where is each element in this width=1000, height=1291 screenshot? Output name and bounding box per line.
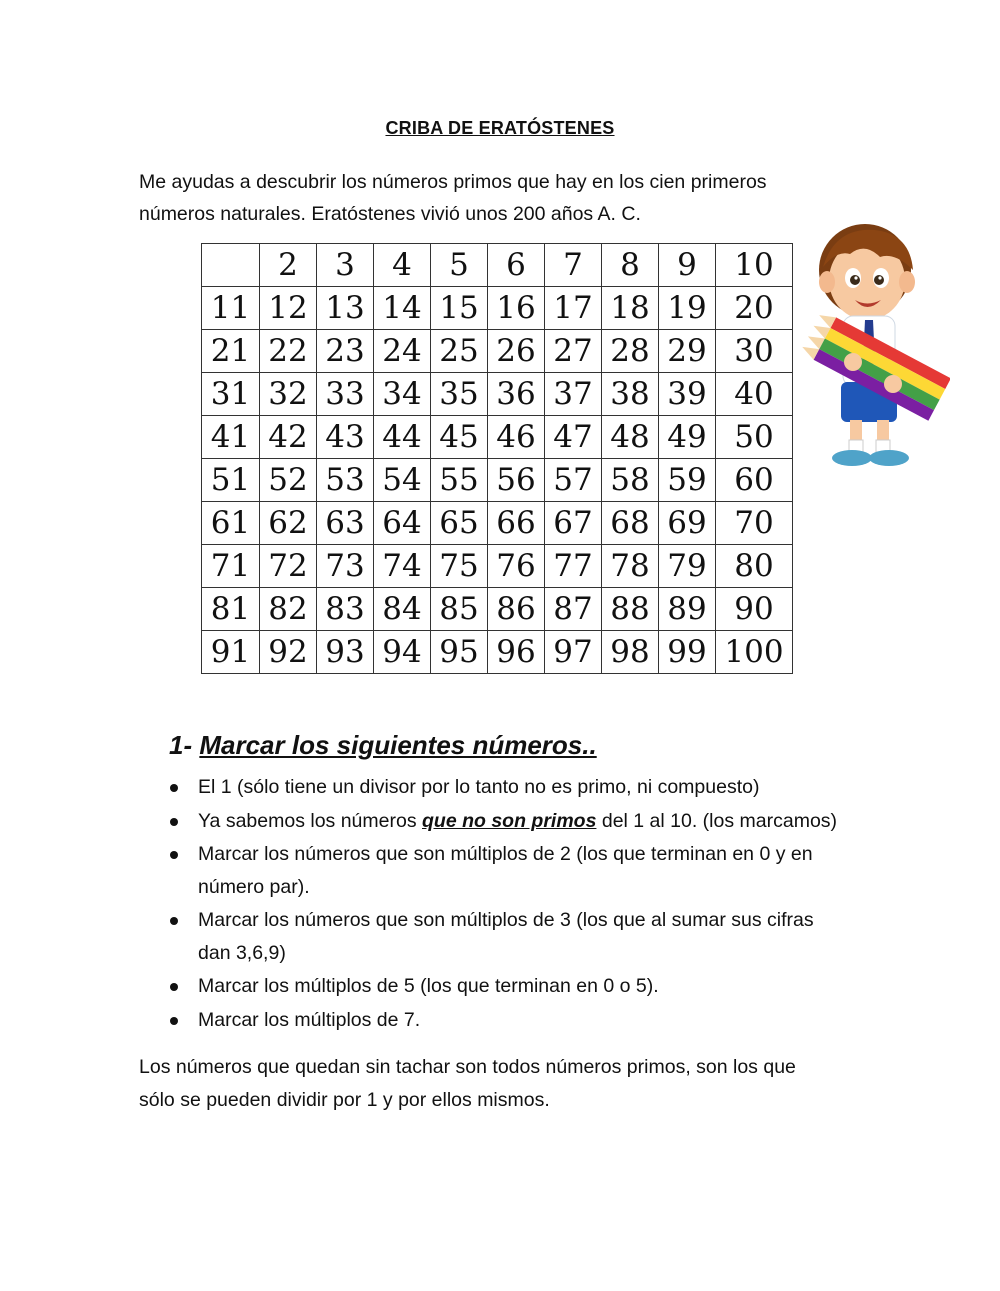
list-item-text: El 1 (sólo tiene un divisor por lo tanto no es primo, ni compuesto) xyxy=(198,776,760,798)
grid-row xyxy=(202,588,793,631)
list-item xyxy=(168,904,868,969)
list-item-text: Marcar los números que son múltiplos de 2 (los que terminan en 0 y en xyxy=(198,843,813,865)
intro-line-2: números naturales. Eratóstenes vivió unos 200 años A. C. xyxy=(139,203,641,225)
grid-cell[interactable]: 77 xyxy=(545,545,602,588)
grid-cell[interactable]: 89 xyxy=(659,588,716,631)
grid-cell[interactable]: 57 xyxy=(545,459,602,502)
grid-cell[interactable]: 84 xyxy=(374,588,431,631)
list-item-text: Ya sabemos los números xyxy=(198,809,422,832)
grid-cell[interactable]: 42 xyxy=(260,416,317,459)
grid-cell[interactable]: 5 xyxy=(431,244,488,287)
list-item-text: del 1 al 10. (los marcamos) xyxy=(596,809,838,832)
grid-cell[interactable]: 29 xyxy=(659,330,716,373)
list-item-text: dan 3,6,9) xyxy=(198,941,286,964)
grid-cell[interactable]: 74 xyxy=(374,545,431,588)
grid-cell[interactable]: 96 xyxy=(488,631,545,674)
grid-cell[interactable]: 88 xyxy=(602,588,659,631)
grid-row xyxy=(202,502,793,545)
section-heading xyxy=(169,730,597,761)
grid-cell[interactable]: 32 xyxy=(260,373,317,416)
grid-cell[interactable]: 12 xyxy=(260,287,317,330)
grid-cell[interactable]: 48 xyxy=(602,416,659,459)
grid-row xyxy=(202,244,793,287)
grid-cell[interactable]: 98 xyxy=(602,631,659,674)
numbers-grid xyxy=(201,243,793,674)
grid-row xyxy=(202,631,793,674)
grid-cell[interactable]: 63 xyxy=(317,502,374,545)
grid-cell[interactable]: 50 xyxy=(716,416,793,459)
grid-cell[interactable]: 36 xyxy=(488,373,545,416)
grid-cell[interactable]: 100 xyxy=(716,631,793,674)
bullet-icon xyxy=(170,818,178,826)
grid-row xyxy=(202,416,793,459)
instruction-list xyxy=(168,771,868,1037)
list-item-text: Marcar los múltiplos de 7. xyxy=(198,1008,421,1031)
grid-cell[interactable]: 25 xyxy=(431,330,488,373)
grid-cell[interactable]: 44 xyxy=(374,416,431,459)
grid-cell[interactable]: 6 xyxy=(488,244,545,287)
list-item xyxy=(168,805,868,838)
grid-cell[interactable]: 24 xyxy=(374,330,431,373)
grid-cell[interactable]: 99 xyxy=(659,631,716,674)
grid-cell[interactable]: 70 xyxy=(716,502,793,545)
grid-cell[interactable]: 85 xyxy=(431,588,488,631)
bullet-icon xyxy=(170,983,178,991)
grid-cell[interactable]: 20 xyxy=(716,287,793,330)
grid-cell[interactable]: 87 xyxy=(545,588,602,631)
grid-cell[interactable]: 60 xyxy=(716,459,793,502)
grid-cell[interactable]: 45 xyxy=(431,416,488,459)
conclusion-line-1: Los números que quedan sin tachar son todos números primos, son los que xyxy=(139,1056,796,1078)
list-item xyxy=(168,970,868,1003)
grid-cell[interactable]: 61 xyxy=(202,502,260,545)
bullet-icon xyxy=(170,1017,178,1025)
bullet-icon xyxy=(170,784,178,792)
grid-cell[interactable]: 38 xyxy=(602,373,659,416)
grid-cell[interactable]: 71 xyxy=(202,545,260,588)
list-item-text: número par). xyxy=(198,875,310,898)
list-item xyxy=(168,1004,868,1037)
bullet-icon xyxy=(170,917,178,925)
page-title: CRIBA DE ERATÓSTENES xyxy=(385,118,615,138)
grid-cell[interactable]: 97 xyxy=(545,631,602,674)
list-item-text: Marcar los múltiplos de 5 (los que terminan en 0 o 5). xyxy=(198,975,659,997)
grid-cell[interactable]: 51 xyxy=(202,459,260,502)
intro-line-1: Me ayudas a descubrir los números primos que hay en los cien primeros xyxy=(139,171,767,193)
grid-cell[interactable]: 22 xyxy=(260,330,317,373)
grid-cell[interactable]: 41 xyxy=(202,416,260,459)
grid-cell[interactable]: 94 xyxy=(374,631,431,674)
grid-cell[interactable]: 46 xyxy=(488,416,545,459)
grid-cell[interactable]: 26 xyxy=(488,330,545,373)
grid-cell[interactable]: 76 xyxy=(488,545,545,588)
grid-cell[interactable]: 37 xyxy=(545,373,602,416)
grid-cell[interactable]: 75 xyxy=(431,545,488,588)
grid-cell[interactable]: 10 xyxy=(716,244,793,287)
conclusion-line-2: sólo se pueden dividir por 1 y por ellos mismos. xyxy=(139,1088,550,1111)
grid-cell[interactable]: 11 xyxy=(202,287,260,330)
grid-cell[interactable]: 23 xyxy=(317,330,374,373)
boy-with-pencils-illustration xyxy=(795,212,950,474)
list-item-text: Marcar los números que son múltiplos de 3 (los que al sumar sus cifras xyxy=(198,909,814,931)
grid-cell[interactable]: 91 xyxy=(202,631,260,674)
grid-row xyxy=(202,545,793,588)
grid-cell[interactable]: 21 xyxy=(202,330,260,373)
section-number: 1- xyxy=(169,730,193,760)
grid-cell[interactable]: 14 xyxy=(374,287,431,330)
grid-cell[interactable]: 59 xyxy=(659,459,716,502)
grid-cell[interactable]: 30 xyxy=(716,330,793,373)
grid-cell[interactable]: 17 xyxy=(545,287,602,330)
grid-cell[interactable]: 52 xyxy=(260,459,317,502)
grid-cell[interactable]: 92 xyxy=(260,631,317,674)
grid-cell[interactable]: 64 xyxy=(374,502,431,545)
grid-cell[interactable]: 39 xyxy=(659,373,716,416)
grid-cell[interactable]: 43 xyxy=(317,416,374,459)
grid-cell[interactable]: 55 xyxy=(431,459,488,502)
grid-cell[interactable]: 56 xyxy=(488,459,545,502)
grid-cell[interactable]: 40 xyxy=(716,373,793,416)
grid-cell[interactable]: 90 xyxy=(716,588,793,631)
grid-cell[interactable]: 81 xyxy=(202,588,260,631)
grid-cell[interactable]: 31 xyxy=(202,373,260,416)
grid-cell[interactable]: 73 xyxy=(317,545,374,588)
grid-cell[interactable]: 35 xyxy=(431,373,488,416)
grid-cell[interactable]: 13 xyxy=(317,287,374,330)
grid-cell[interactable]: 79 xyxy=(659,545,716,588)
grid-cell[interactable]: 4 xyxy=(374,244,431,287)
section-heading-text: Marcar los siguientes números.. xyxy=(199,730,597,760)
grid-cell[interactable]: 16 xyxy=(488,287,545,330)
grid-cell[interactable]: 69 xyxy=(659,502,716,545)
grid-cell[interactable]: 80 xyxy=(716,545,793,588)
grid-cell[interactable]: 2 xyxy=(260,244,317,287)
conclusion-paragraph xyxy=(139,1051,869,1116)
list-item xyxy=(168,838,868,903)
intro-paragraph xyxy=(139,166,839,230)
emphasis-text: que no son primos xyxy=(422,809,597,832)
grid-cell[interactable]: 72 xyxy=(260,545,317,588)
grid-cell[interactable]: 54 xyxy=(374,459,431,502)
grid-cell[interactable]: 66 xyxy=(488,502,545,545)
grid-cell[interactable]: 86 xyxy=(488,588,545,631)
bullet-icon xyxy=(170,851,178,859)
grid-cell[interactable]: 15 xyxy=(431,287,488,330)
grid-cell[interactable]: 68 xyxy=(602,502,659,545)
grid-cell[interactable]: 9 xyxy=(659,244,716,287)
grid-cell[interactable]: 82 xyxy=(260,588,317,631)
grid-cell[interactable]: 58 xyxy=(602,459,659,502)
grid-row xyxy=(202,459,793,502)
grid-cell[interactable]: 62 xyxy=(260,502,317,545)
grid-cell[interactable]: 83 xyxy=(317,588,374,631)
grid-cell[interactable]: 3 xyxy=(317,244,374,287)
grid-cell[interactable]: 33 xyxy=(317,373,374,416)
grid-cell[interactable]: 27 xyxy=(545,330,602,373)
grid-cell[interactable]: 67 xyxy=(545,502,602,545)
grid-cell[interactable]: 8 xyxy=(602,244,659,287)
grid-cell[interactable]: 78 xyxy=(602,545,659,588)
grid-cell[interactable]: 19 xyxy=(659,287,716,330)
grid-row xyxy=(202,373,793,416)
grid-cell[interactable]: 49 xyxy=(659,416,716,459)
grid-cell[interactable]: 47 xyxy=(545,416,602,459)
grid-cell[interactable]: 65 xyxy=(431,502,488,545)
grid-cell[interactable]: 28 xyxy=(602,330,659,373)
grid-cell[interactable]: 95 xyxy=(431,631,488,674)
grid-cell[interactable]: 53 xyxy=(317,459,374,502)
grid-cell[interactable] xyxy=(202,244,260,287)
grid-row xyxy=(202,330,793,373)
grid-cell[interactable]: 18 xyxy=(602,287,659,330)
grid-cell[interactable]: 34 xyxy=(374,373,431,416)
grid-cell[interactable]: 93 xyxy=(317,631,374,674)
grid-row xyxy=(202,287,793,330)
grid-cell[interactable]: 7 xyxy=(545,244,602,287)
list-item xyxy=(168,771,868,804)
